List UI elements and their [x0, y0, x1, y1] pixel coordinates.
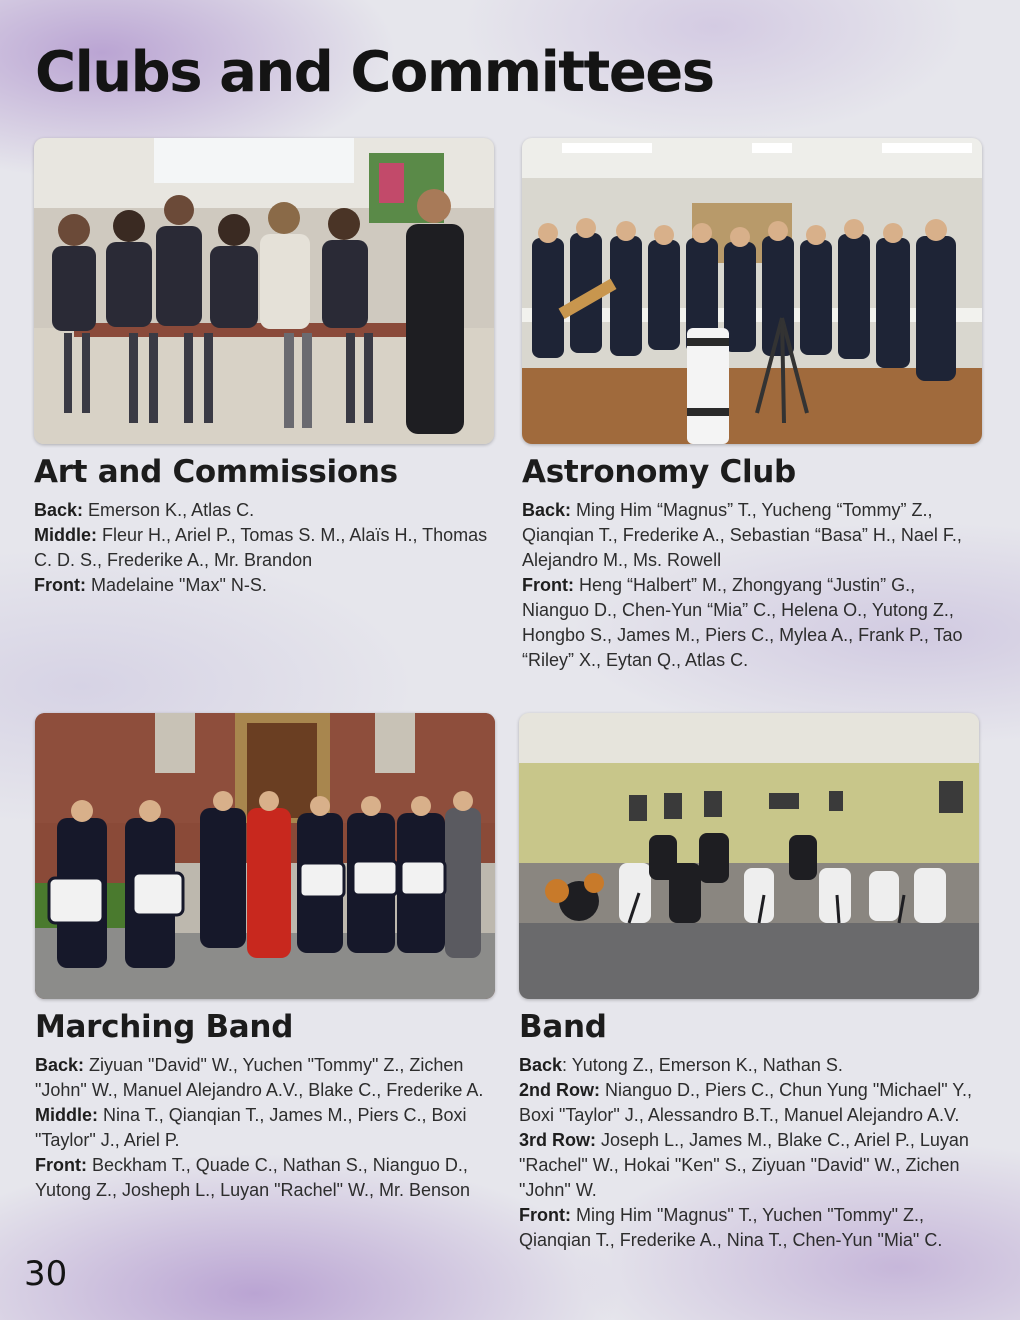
roster-row [519, 1128, 979, 1203]
roster-row [519, 1078, 979, 1128]
roster-row-names: Fleur H., Ariel P., Tomas S. M., Alaïs H., Thomas C. D. S., Frederike A., Mr. Brandon [34, 525, 488, 570]
art-club-section [34, 138, 494, 598]
roster-row-names: Madelaine "Max" N-S. [85, 575, 267, 595]
roster-row-label: Back: [34, 500, 84, 520]
roster-row-label: Front: [35, 1155, 87, 1175]
roster-row-label: Middle: [34, 525, 97, 545]
art-club-title: Art and Commissions [34, 454, 398, 490]
roster-row-names: : Yutong Z., Emerson K., Nathan S. [562, 1055, 843, 1075]
roster-row-label: 2nd Row: [519, 1080, 600, 1100]
marching-band-photo [35, 713, 495, 999]
roster-row-label: Front: [519, 1205, 571, 1225]
astronomy-club-section [522, 138, 982, 673]
roster-row [34, 523, 494, 573]
art-club-roster [34, 498, 494, 598]
band-roster [519, 1053, 979, 1253]
roster-row-names: Emerson K., Atlas C. [83, 500, 255, 520]
astronomy-club-title: Astronomy Club [522, 454, 796, 490]
band-photo [519, 713, 979, 999]
band-title: Band [519, 1009, 607, 1045]
roster-row-names: Joseph L., James M., Blake C., Ariel P., Luyan "Rachel" W., Hokai "Ken" S., Ziyuan "David" W., Zichen "John" W. [519, 1130, 969, 1200]
roster-row [35, 1103, 495, 1153]
astronomy-club-roster [522, 498, 982, 673]
roster-row-names: Ming Him "Magnus" T., Yuchen "Tommy" Z., Qianqian T., Frederike A., Nina T., Chen-Yun "Mia" C. [519, 1205, 943, 1250]
roster-row-label: Front: [34, 575, 86, 595]
roster-row-label: 3rd Row: [519, 1130, 597, 1150]
roster-row-names: Nianguo D., Piers C., Chun Yung "Michael" Y., Boxi "Taylor" J., Alessandro B.T., Manuel Alejandro A.V. [519, 1080, 972, 1125]
roster-row [519, 1053, 979, 1078]
roster-row [522, 573, 982, 673]
roster-row-label: Back: [35, 1055, 85, 1075]
page-title: Clubs and Committees [35, 40, 714, 105]
marching-band-section [35, 713, 495, 1203]
roster-row [519, 1203, 979, 1253]
roster-row-label: Middle: [35, 1105, 98, 1125]
art-club-photo [34, 138, 494, 444]
roster-row-label: Front: [522, 575, 574, 595]
roster-row [35, 1053, 495, 1103]
marching-band-title: Marching Band [35, 1009, 294, 1045]
roster-row [34, 498, 494, 523]
marching-band-roster [35, 1053, 495, 1203]
astronomy-club-photo [522, 138, 982, 444]
roster-row-names: Heng “Halbert” M., Zhongyang “Justin” G., Nianguo D., Chen-Yun “Mia” C., Helena O., Yutong Z., Hongbo S., James M., Piers C., Mylea A., Frank P., Tao “Riley” X., Eytan Q., Atlas C. [522, 575, 963, 670]
roster-row-names: Ming Him “Magnus” T., Yucheng “Tommy” Z., Qianqian T., Frederike A., Sebastian “Basa” H., Nael F., Alejandro M., Ms. Rowell [522, 500, 962, 570]
band-section [519, 713, 979, 1253]
roster-row [522, 498, 982, 573]
roster-row-names: Beckham T., Quade C., Nathan S., Nianguo D., Yutong Z., Josheph L., Luyan "Rachel" W., Mr. Benson [35, 1155, 471, 1200]
page-number: 30 [24, 1254, 68, 1294]
roster-row-names: Ziyuan "David" W., Yuchen "Tommy" Z., Zichen "John" W., Manuel Alejandro A.V., Blake C., Frederike A. [35, 1055, 484, 1100]
roster-row-label: Back: [522, 500, 572, 520]
roster-row-names: Nina T., Qianqian T., James M., Piers C., Boxi "Taylor" J., Ariel P. [35, 1105, 467, 1150]
roster-row [34, 573, 494, 598]
roster-row-label: Back [519, 1055, 563, 1075]
roster-row [35, 1153, 495, 1203]
